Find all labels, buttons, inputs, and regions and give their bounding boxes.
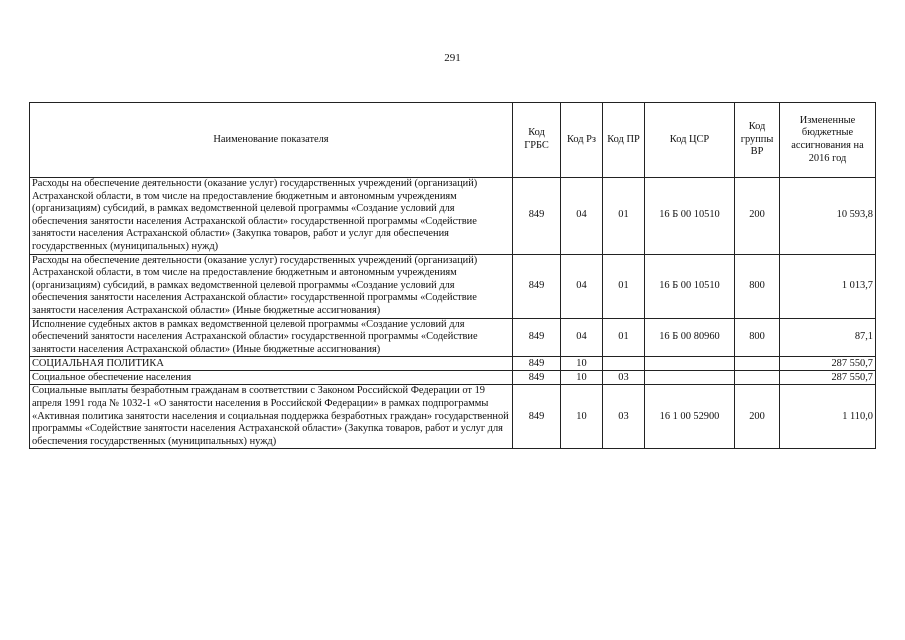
row-csr	[645, 357, 735, 371]
row-rz: 04	[561, 178, 603, 255]
row-csr: 16 Б 00 10510	[645, 178, 735, 255]
budget-table	[29, 102, 876, 449]
row-sum: 287 550,7	[780, 357, 876, 371]
row-name: Расходы на обеспечение деятельности (оказание услуг) государственных учреждений (организаций) Астраханской области, в том числе на предоставление бюджетным и автономным учреждениям (организациям) субсидий, в рамках ведомственной целевой программы «Создание условий для обеспечения занятости населения Астраханской области» государственной программы «Содействие занятости населения Астраханской области» (Иные бюджетные ассигнования)	[30, 254, 513, 318]
row-name: СОЦИАЛЬНАЯ ПОЛИТИКА	[30, 357, 513, 371]
row-pr: 01	[603, 318, 645, 357]
row-csr: 16 1 00 52900	[645, 385, 735, 449]
row-vr	[735, 357, 780, 371]
table-row	[30, 318, 876, 357]
row-name: Расходы на обеспечение деятельности (оказание услуг) государственных учреждений (организаций) Астраханской области, в том числе на предоставление бюджетным и автономным учреждениям (организациям) субсидий, в рамках ведомственной целевой программы «Создание условий для обеспечения занятости населения Астраханской области» государственной программы «Содействие занятости населения Астраханской области» (Закупка товаров, работ и услуг для обеспечения государственных (муниципальных) нужд)	[30, 178, 513, 255]
row-csr: 16 Б 00 80960	[645, 318, 735, 357]
header-sum: Измененные бюджетные ассигнования на 2016 год	[780, 103, 876, 178]
row-grbs: 849	[513, 318, 561, 357]
row-rz: 04	[561, 318, 603, 357]
row-sum: 10 593,8	[780, 178, 876, 255]
row-sum: 1 013,7	[780, 254, 876, 318]
row-csr	[645, 371, 735, 385]
table-row	[30, 254, 876, 318]
row-grbs: 849	[513, 254, 561, 318]
row-pr: 03	[603, 371, 645, 385]
row-grbs: 849	[513, 178, 561, 255]
row-vr: 200	[735, 178, 780, 255]
row-name: Социальные выплаты безработным гражданам в соответствии с Законом Российской Федерации от 19 апреля 1991 года № 1032-1 «О занятости населения в Российской Федерации» в рамках подпрограммы «Активная политика занятости населения и социальная поддержка безработных граждан» государственной программы «Содействие занятости населения Астраханской области» (Закупка товаров, работ и услуг для обеспечения государственных (муниципальных) нужд)	[30, 385, 513, 449]
header-name: Наименование показателя	[30, 103, 513, 178]
row-rz: 04	[561, 254, 603, 318]
header-vr: Код группы ВР	[735, 103, 780, 178]
row-sum: 87,1	[780, 318, 876, 357]
row-name: Социальное обеспечение населения	[30, 371, 513, 385]
row-sum: 287 550,7	[780, 371, 876, 385]
table-header-row	[30, 103, 876, 178]
row-grbs: 849	[513, 385, 561, 449]
row-pr: 01	[603, 254, 645, 318]
header-pr: Код ПР	[603, 103, 645, 178]
row-pr: 03	[603, 385, 645, 449]
header-rz: Код Рз	[561, 103, 603, 178]
row-sum: 1 110,0	[780, 385, 876, 449]
row-pr	[603, 357, 645, 371]
row-rz: 10	[561, 385, 603, 449]
row-pr: 01	[603, 178, 645, 255]
table-row	[30, 385, 876, 449]
table-row	[30, 371, 876, 385]
row-name: Исполнение судебных актов в рамках ведомственной целевой программы «Создание условий для обеспечений занятости населения Астраханской области» государственной программы «Содействие занятости населения Астраханской области» (Иные бюджетные ассигнования)	[30, 318, 513, 357]
page-number: 291	[444, 52, 461, 64]
row-grbs: 849	[513, 371, 561, 385]
row-vr: 800	[735, 318, 780, 357]
row-vr	[735, 371, 780, 385]
row-grbs: 849	[513, 357, 561, 371]
row-vr: 200	[735, 385, 780, 449]
table-row	[30, 357, 876, 371]
row-csr: 16 Б 00 10510	[645, 254, 735, 318]
header-csr: Код ЦСР	[645, 103, 735, 178]
row-rz: 10	[561, 357, 603, 371]
row-rz: 10	[561, 371, 603, 385]
table-row	[30, 178, 876, 255]
row-vr: 800	[735, 254, 780, 318]
header-grbs: Код ГРБС	[513, 103, 561, 178]
